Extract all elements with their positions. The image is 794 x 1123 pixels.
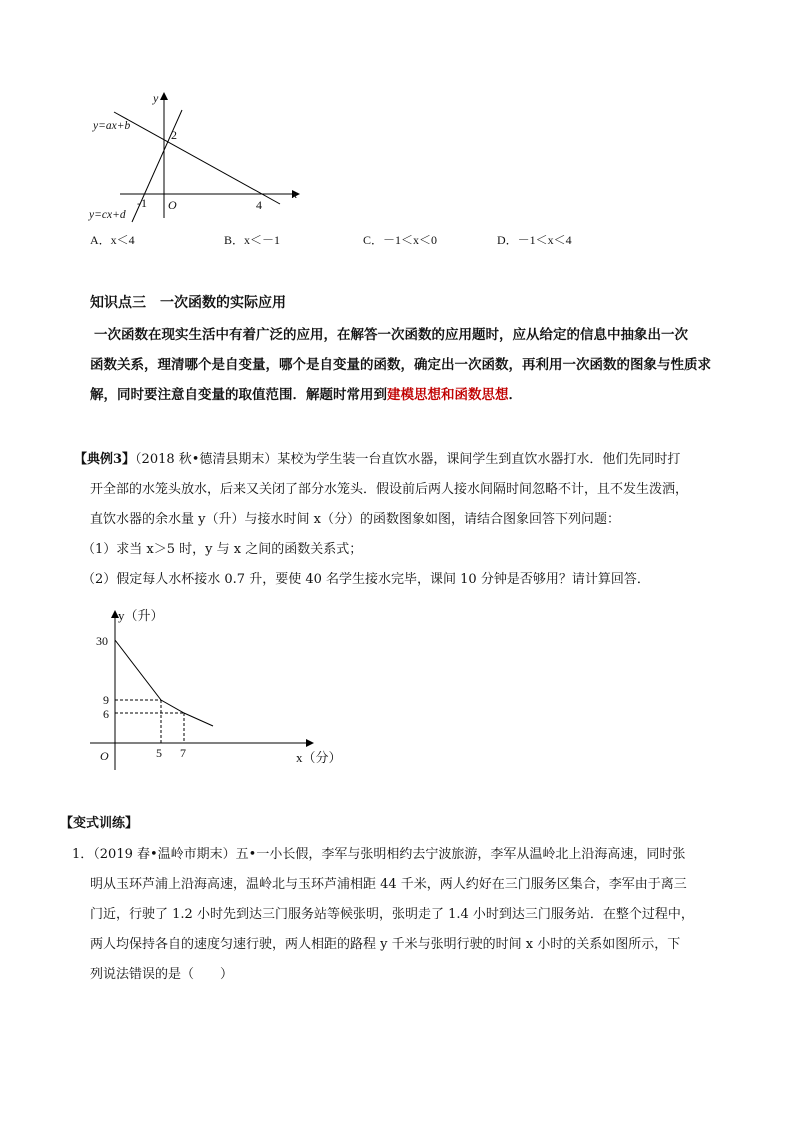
option-a: A．x＜4 [90,233,135,247]
paragraph-line-3 [90,380,720,410]
paragraph-line-3-end: ． [508,387,522,403]
option-c: C．－1＜x＜0 [363,233,438,247]
practice-line-1: 1．（2019 春•温岭市期末）五•一小长假，李军与张明相约去宁波旅游，李军从温岭北上沿海高速，同时张 [72,847,686,862]
question-1: （1）求当 x＞5 时，y 与 x 之间的函数关系式； [82,542,363,557]
y-axis-label: y [153,91,159,105]
graph2-y-label: y（升） [118,608,164,623]
x-tick-5: 5 [156,746,162,760]
y-tick-9: 9 [103,693,109,707]
example-line-1-text: （2018 秋•德清县期末）某校为学生装一台直饮水器，课间学生到直饮水器打水．他们先同时打 [135,452,681,467]
y-tick-6: 6 [103,707,109,721]
practice-title: 【变式训练】 [60,816,139,831]
practice-line-4: 两人均保持各自的速度匀速行驶，两人相距的路程 y 千米与张明行驶的时间 x 小时的关系如图所示，下 [90,937,681,952]
x-axis-label: x [292,187,298,201]
example-line-1 [74,445,688,475]
graph2-origin: O [100,749,109,763]
tick-y-2: 2 [171,128,177,142]
graph2-x-arrow [306,739,314,747]
paragraph-line-2: 函数关系，理清哪个是自变量，哪个是自变量的函数，确定出一次函数，再利用一次函数的图象与性质求 [90,357,711,373]
paragraph-line-3-text: 解，同时要注意自变量的取值范围．解题时常用到 [90,387,387,403]
example-line-3: 直饮水器的余水量 y（升）与接水时间 x（分）的函数图象如图，请结合图象回答下列问题： [90,512,620,527]
section-heading: 知识点三 一次函数的实际应用 [90,295,286,311]
water-graph [88,600,358,775]
line2-label: y=cx+d [89,209,126,221]
practice-problem [72,840,694,990]
graph2-x-label: x（分） [296,750,342,765]
option-d: D．－1＜x＜4 [497,233,572,247]
line1-label: y=ax+b [93,120,131,132]
paragraph-line-1: 一次函数在现实生活中有着广泛的应用，在解答一次函数的应用题时，应从给定的信息中抽象出一次 [94,327,688,343]
example-label: 【典例3】 [74,452,136,467]
example-line-2: 开全部的水笼头放水，后来又关闭了部分水笼头．假设前后两人接水间隔时间忽略不计，且不发生泼洒， [90,482,689,497]
practice-line-2: 明从玉环芦浦上沿海高速，温岭北与玉环芦浦相距 44 千米，两人约好在三门服务区集合，李军由于离三 [90,877,687,892]
highlight-methods: 建模思想和函数思想 [387,387,509,403]
y-tick-30: 30 [96,634,108,648]
example-3 [74,445,688,595]
origin-label: O [168,198,177,212]
practice-line-3: 门近，行驶了 1.2 小时先到达三门服务站等候张明，张明走了 1.4 小时到达三门服务站．在整个过程中， [90,907,694,922]
water-line [115,640,213,726]
practice-line-5: 列说法错误的是（ ） [90,967,234,982]
tick-x-4: 4 [256,198,262,212]
question-2: （2）假定每人水杯接水 0.7 升，要使 40 名学生接水完毕，课间 10 分钟是否够用？请计算回答． [82,572,650,587]
section-paragraph [90,320,720,410]
option-b: B．x＜－1 [224,233,281,247]
x-tick-7: 7 [180,746,186,760]
line-ax-b [114,112,280,204]
line-intersection-graph [80,88,310,223]
tick-x-neg1: -1 [137,196,147,210]
y-axis-arrow [160,92,168,100]
